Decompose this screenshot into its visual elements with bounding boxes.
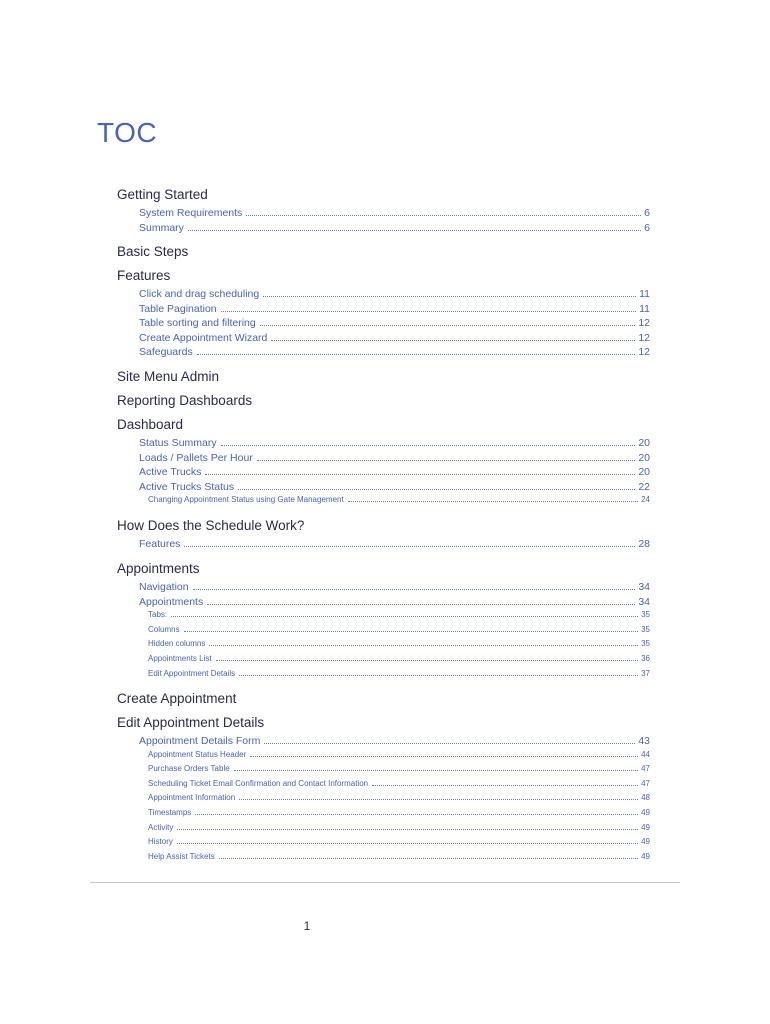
toc-entry-label: Tabs: <box>148 610 168 620</box>
toc-entry-page: 6 <box>644 221 650 234</box>
toc-entry-page: 6 <box>644 207 650 219</box>
toc-entry[interactable] <box>148 625 650 635</box>
toc-entry[interactable] <box>139 207 650 219</box>
toc-entry-page: 49 <box>641 822 650 832</box>
toc-entry-label: Create Appointment Wizard <box>139 331 268 344</box>
toc-heading[interactable]: Reporting Dashboards <box>117 393 253 408</box>
toc-entry-page: 35 <box>641 610 650 620</box>
toc-entry[interactable] <box>139 596 650 608</box>
dot-leader <box>205 474 635 475</box>
toc-entry-label: Active Trucks <box>139 466 202 479</box>
toc-entry-page: 48 <box>641 793 650 803</box>
dot-leader <box>264 743 635 744</box>
toc-entry[interactable] <box>139 466 650 478</box>
dot-leader <box>184 546 635 547</box>
toc-entry-page: 12 <box>638 331 650 344</box>
toc-entry[interactable] <box>139 735 650 747</box>
dot-leader <box>250 756 638 757</box>
footer-divider <box>90 882 680 883</box>
toc-heading[interactable]: Appointments <box>117 561 200 576</box>
toc-entry-label: Loads / Pallets Per Hour <box>139 451 253 464</box>
dot-leader <box>246 215 641 216</box>
toc-entry[interactable] <box>139 481 650 493</box>
toc-entry[interactable] <box>139 288 650 300</box>
dot-leader <box>221 445 636 446</box>
toc-entry-page: 34 <box>638 581 650 593</box>
toc-entry[interactable] <box>139 317 650 329</box>
toc-entry-page: 20 <box>638 437 650 449</box>
toc-entry-label: Click and drag scheduling <box>139 288 260 300</box>
toc-entry[interactable] <box>148 764 650 774</box>
toc-entry-page: 11 <box>639 302 650 315</box>
dot-leader <box>207 604 635 605</box>
toc-entry[interactable] <box>139 538 650 550</box>
toc-entry-page: 44 <box>641 749 650 759</box>
toc-entry-label: Edit Appointment Details <box>148 668 236 678</box>
toc-entry-page: 35 <box>641 639 650 649</box>
toc-entry-page: 49 <box>641 851 650 861</box>
dot-leader <box>188 230 641 231</box>
toc-entry-page: 43 <box>638 735 650 747</box>
toc-heading[interactable]: Features <box>117 268 171 283</box>
dot-leader <box>372 785 638 786</box>
dot-leader <box>271 340 635 341</box>
toc-heading[interactable]: Dashboard <box>117 417 184 432</box>
toc-entry[interactable] <box>139 437 650 449</box>
dot-leader <box>195 814 638 815</box>
toc-entry-label: Summary <box>139 221 184 234</box>
dot-leader <box>239 799 638 800</box>
toc-entry-label: Columns <box>148 624 180 634</box>
toc-entry[interactable] <box>148 654 650 664</box>
toc-entry-label: Appointments List <box>148 654 212 663</box>
toc-entry-page: 49 <box>641 808 650 817</box>
toc-entry-page: 35 <box>641 624 650 634</box>
toc-heading[interactable]: Create Appointment <box>117 691 237 706</box>
toc-entry[interactable] <box>148 669 650 679</box>
toc-entry-label: Features <box>139 538 181 550</box>
toc-entry[interactable] <box>139 303 650 315</box>
dot-leader <box>257 460 636 461</box>
dot-leader <box>197 354 636 355</box>
toc-entry-label: Appointment Status Header <box>148 749 247 759</box>
dot-leader <box>219 858 638 859</box>
toc-entry[interactable] <box>148 808 650 818</box>
dot-leader <box>177 829 638 830</box>
toc-entry-label: Timestamps <box>148 808 192 817</box>
toc-entry-label: Changing Appointment Status using Gate Management <box>148 495 344 505</box>
toc-entry-label: Hidden columns <box>148 639 206 649</box>
toc-entry-page: 47 <box>641 778 650 788</box>
toc-entry-page: 37 <box>641 668 650 678</box>
toc-entry-page: 24 <box>641 495 650 505</box>
toc-entry-page: 49 <box>641 837 650 847</box>
toc-entry-page: 12 <box>638 346 650 359</box>
toc-heading[interactable]: Getting Started <box>117 187 208 202</box>
toc-entry-page: 11 <box>639 288 650 300</box>
dot-leader <box>239 675 638 676</box>
dot-leader <box>216 660 639 661</box>
toc-heading[interactable]: Edit Appointment Details <box>117 715 265 730</box>
dot-leader <box>193 589 636 590</box>
dot-leader <box>184 631 639 632</box>
toc-entry-page: 34 <box>638 595 650 608</box>
toc-heading[interactable]: Basic Steps <box>117 244 189 259</box>
toc-heading[interactable]: How Does the Schedule Work? <box>117 518 305 533</box>
toc-entry[interactable] <box>139 332 650 344</box>
toc-entry-page: 28 <box>638 538 650 550</box>
toc-entry-label: History <box>148 837 173 847</box>
dot-leader <box>348 501 638 502</box>
dot-leader <box>263 296 636 297</box>
toc-entry[interactable] <box>139 222 650 234</box>
dot-leader <box>260 325 636 326</box>
toc-entry-label: Table sorting and filtering <box>139 317 256 330</box>
toc-entry[interactable] <box>148 837 650 847</box>
page-number: 1 <box>303 919 311 933</box>
toc-entry-page: 22 <box>638 480 650 493</box>
toc-entry-page: 20 <box>638 466 650 479</box>
toc-entry-page: 20 <box>638 451 650 464</box>
toc-entry[interactable] <box>139 581 650 593</box>
toc-entry-label: Scheduling Ticket Email Confirmation and Contact Information <box>148 778 369 788</box>
toc-entry[interactable] <box>148 639 650 649</box>
toc-title: TOC <box>97 117 158 148</box>
toc-entry-label: Help Assist Tickets <box>148 851 215 861</box>
toc-entry-label: System Requirements <box>139 207 243 219</box>
dot-leader <box>177 843 638 844</box>
toc-entry[interactable] <box>139 346 650 358</box>
toc-entry-label: Active Trucks Status <box>139 480 235 493</box>
dot-leader <box>234 770 638 771</box>
toc-entry[interactable] <box>148 852 650 862</box>
dot-leader <box>221 311 636 312</box>
toc-entry-label: Activity <box>148 822 174 832</box>
toc-heading[interactable]: Site Menu Admin <box>117 369 220 384</box>
dot-leader <box>171 616 638 617</box>
toc-entry[interactable] <box>148 793 650 803</box>
toc-entry-label: Status Summary <box>139 437 217 449</box>
toc-entry-page: 36 <box>641 654 650 663</box>
toc-entry[interactable] <box>148 750 650 760</box>
toc-entry-label: Table Pagination <box>139 302 217 315</box>
toc-entry-label: Navigation <box>139 581 189 593</box>
toc-entry[interactable] <box>148 495 650 505</box>
toc-entry[interactable] <box>148 779 650 789</box>
dot-leader <box>238 489 635 490</box>
toc-entry-label: Appointment Information <box>148 793 236 803</box>
toc-entry-label: Appointment Details Form <box>139 735 261 747</box>
toc-entry-label: Appointments <box>139 595 204 608</box>
toc-entry-page: 47 <box>641 764 650 774</box>
dot-leader <box>209 645 638 646</box>
toc-entry[interactable] <box>148 610 650 620</box>
toc-entry[interactable] <box>139 452 650 464</box>
toc-entry-label: Purchase Orders Table <box>148 764 230 774</box>
toc-entry-page: 12 <box>638 317 650 330</box>
toc-entry[interactable] <box>148 823 650 833</box>
toc-entry-label: Safeguards <box>139 346 193 359</box>
